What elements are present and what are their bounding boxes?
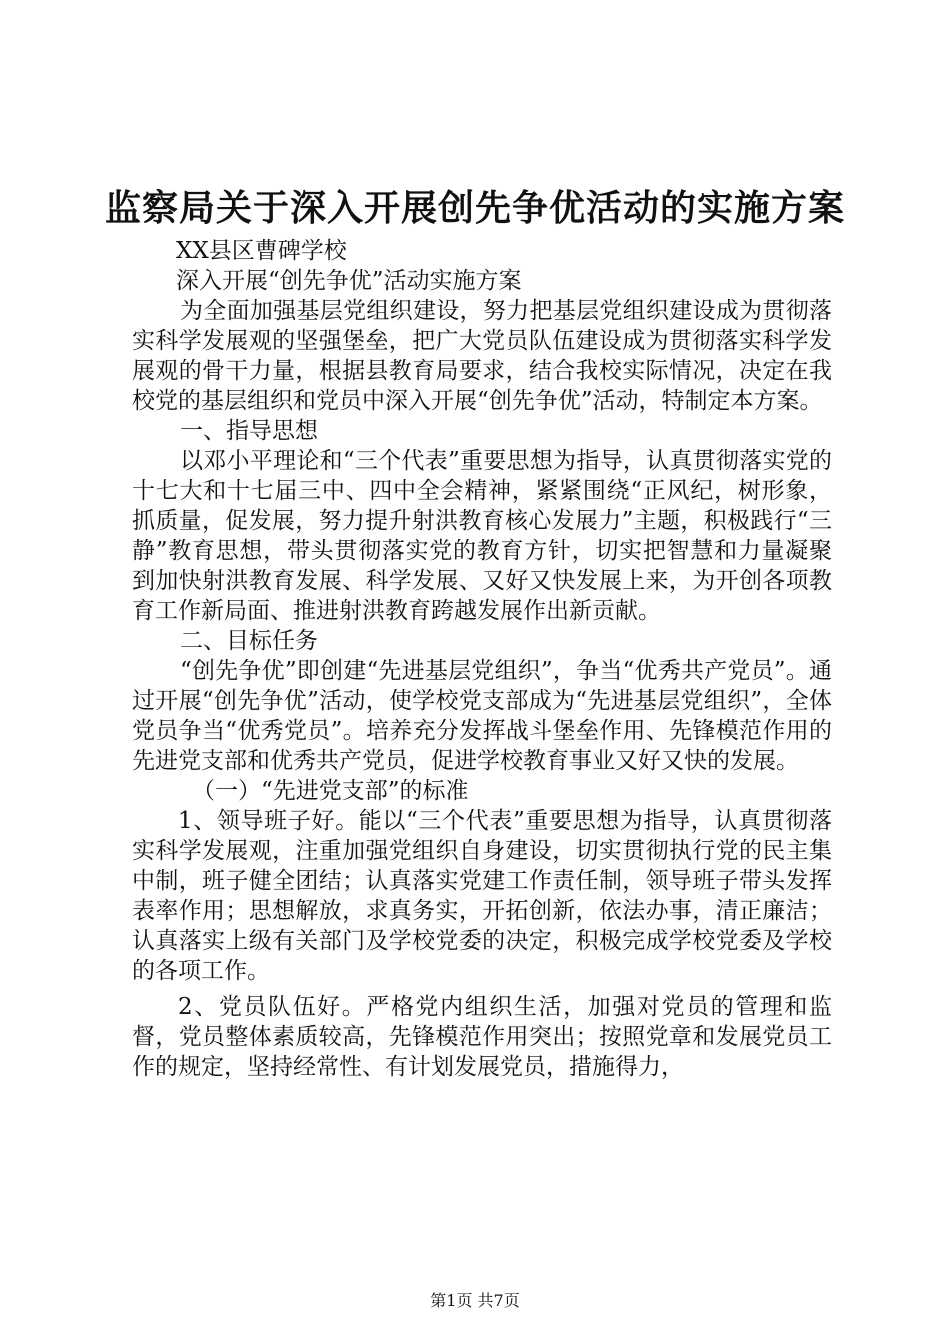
standard-item-party-members: 2、党员队伍好。严格党内组织生活，加强对党员的管理和监督，党员整体素质较高，先锋模范作用突出；按照党章和发展党员工作的规定，坚持经常性、有计划发展党员，措施得力，: [132, 994, 832, 1080]
section-heading-guiding-thought: 一、指导思想: [180, 418, 318, 444]
intro-paragraph: 为全面加强基层党组织建设，努力把基层党组织建设成为贯彻落实科学发展观的坚强堡垒，把广大党员队伍建设成为贯彻落实科学发展观的骨干力量，根据县教育局要求，结合我校实际情况，决定在我校党的基层组织和党员中深入开展“创先争优”活动，特制定本方案。: [132, 298, 832, 414]
section-heading-goals: 二、目标任务: [180, 628, 318, 654]
page-footer: 第1页 共7页: [430, 1291, 520, 1310]
subsection-heading-standards: （一）“先进党支部”的标准: [192, 778, 469, 804]
guiding-thought-paragraph: 以邓小平理论和“三个代表”重要思想为指导，认真贯彻落实党的十七大和十七届三中、四中全会精神，紧紧围绕“正风纪，树形象，抓质量，促发展，努力提升射洪教育核心发展力”主题，积极践行“三静”教育思想，带头贯彻落实党的教育方针，切实把智慧和力量凝聚到加快射洪教育发展、科学发展、又好又快发展上来，为开创各项教育工作新局面、推进射洪教育跨越发展作出新贡献。: [132, 448, 832, 624]
document-body: [132, 236, 832, 1082]
document-title: 监察局关于深入开展创先争优活动的实施方案: [104, 187, 845, 229]
goals-paragraph: “创先争优”即创建“先进基层党组织”，争当“优秀共产党员”。通过开展“创先争优”活动，使学校党支部成为“先进基层党组织”，全体党员争当“优秀党员”。培养充分发挥战斗堡垒作用、先锋模范作用的先进党支部和优秀共产党员，促进学校教育事业又好又快的发展。: [132, 658, 832, 774]
school-name: XX县区曹碑学校: [176, 238, 347, 264]
standard-item-leadership: 1、领导班子好。能以“三个代表”重要思想为指导，认真贯彻落实科学发展观，注重加强党组织自身建设，切实贯彻执行党的民主集中制，班子健全团结；认真落实党建工作责任制，领导班子带头发挥表率作用；思想解放，求真务实，开拓创新，依法办事，清正廉洁；认真落实上级有关部门及学校党委的决定，积极完成学校党委及学校的各项工作。: [132, 808, 832, 984]
plan-subtitle: 深入开展“创先争优”活动实施方案: [176, 268, 522, 294]
